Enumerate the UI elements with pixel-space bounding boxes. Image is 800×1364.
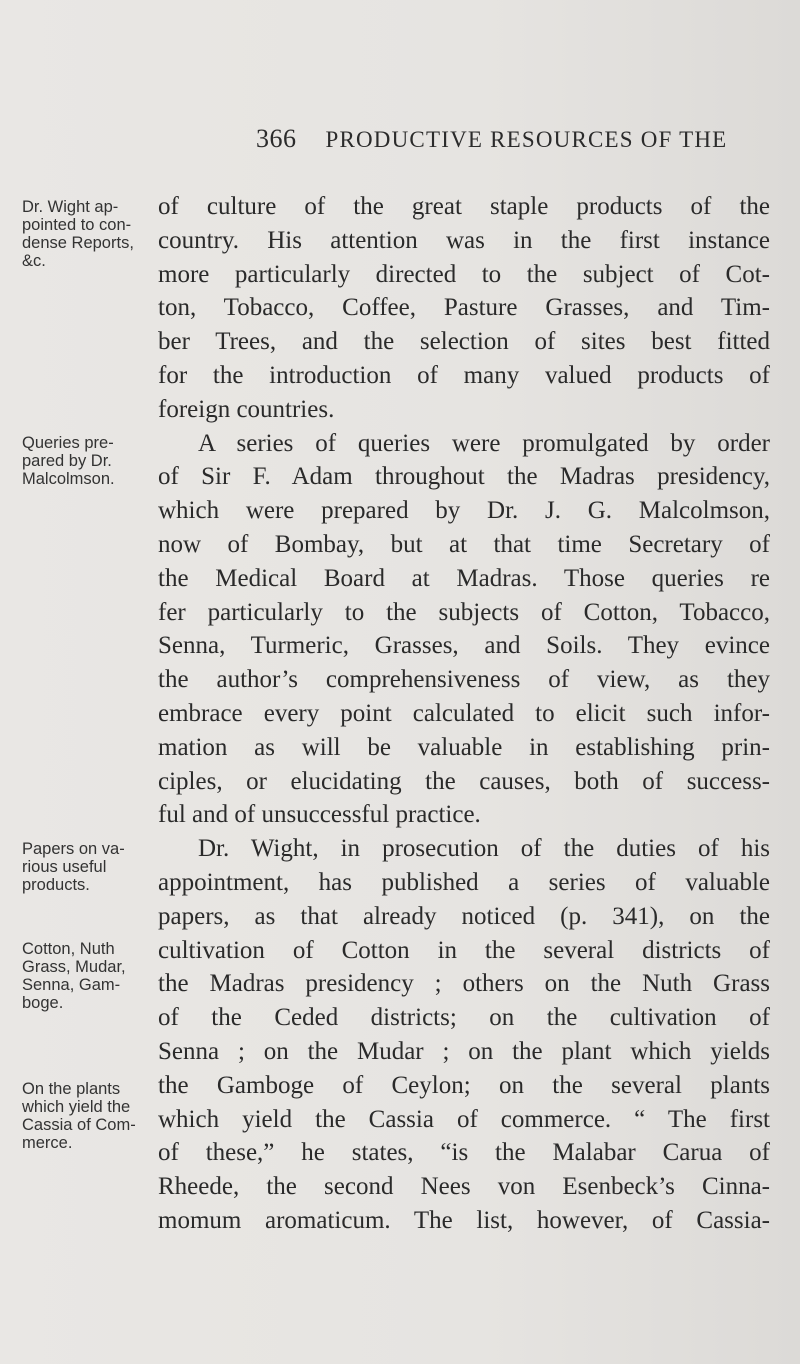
- text-line: Senna ; on the Mudar ; on the plant which yields: [158, 1037, 770, 1065]
- text-line: the Madras presidency ; others on the Nuth Grass: [158, 970, 770, 998]
- text-line: the Medical Board at Madras. Those queries re: [158, 564, 770, 592]
- text-line: cultivation of Cotton in the several districts of: [158, 936, 770, 964]
- text-line: of the Ceded districts; on the cultivation of: [158, 1004, 770, 1032]
- text-line: country. His attention was in the first instance: [158, 226, 770, 254]
- text-line: foreign countries.: [158, 395, 335, 423]
- text-line: the Gamboge of Ceylon; on the several plants: [158, 1071, 770, 1099]
- text-line: of these,” he states, “is the Malabar Carua of: [158, 1139, 770, 1167]
- margin-note-cassia: On the plants which yield the Cassia of Com- merce.: [22, 1080, 136, 1152]
- paragraph-start-line: A series of queries were promulgated by order: [198, 429, 770, 457]
- margin-note-papers: Papers on va- rious useful products.: [22, 840, 125, 894]
- running-title: PRODUCTIVE RESOURCES OF THE: [325, 127, 728, 152]
- text-line: for the introduction of many valued products of: [158, 361, 770, 389]
- text-line: Senna, Turmeric, Grasses, and Soils. They evince: [158, 632, 770, 660]
- text-line: embrace every point calculated to elicit such infor-: [158, 699, 770, 727]
- text-line: papers, as that already noticed (p. 341), on the: [158, 902, 770, 930]
- text-line: ber Trees, and the selection of sites best fitted: [158, 328, 770, 356]
- text-line: now of Bombay, but at that time Secretary of: [158, 530, 770, 558]
- text-line: momum aromaticum. The list, however, of Cassia-: [158, 1206, 770, 1234]
- margin-note-queries: Queries pre- pared by Dr. Malcolmson.: [22, 434, 115, 488]
- paragraph-start-line: Dr. Wight, in prosecution of the duties of his: [198, 835, 770, 863]
- text-line: ful and of unsuccessful practice.: [158, 801, 481, 829]
- text-line: of culture of the great staple products of the: [158, 193, 770, 220]
- body-text: [158, 190, 770, 1238]
- page-number: 366: [256, 124, 297, 153]
- text-line: which were prepared by Dr. J. G. Malcolmson,: [158, 497, 770, 525]
- text-line: ciples, or elucidating the causes, both of success-: [158, 767, 770, 795]
- text-line: Rheede, the second Nees von Esenbeck’s Cinna-: [158, 1173, 770, 1201]
- text-line: which yield the Cassia of commerce. “ The first: [158, 1105, 770, 1133]
- margin-note-cotton: Cotton, Nuth Grass, Mudar, Senna, Gam- boge.: [22, 940, 126, 1012]
- running-header: [256, 124, 727, 154]
- margin-note-dr-wight: Dr. Wight ap- pointed to con- dense Reports, &c.: [22, 198, 134, 270]
- text-line: ton, Tobacco, Coffee, Pasture Grasses, and Tim-: [158, 294, 770, 322]
- text-line: appointment, has published a series of valuable: [158, 868, 770, 896]
- text-line: fer particularly to the subjects of Cotton, Tobacco,: [158, 598, 770, 626]
- text-line: of Sir F. Adam throughout the Madras presidency,: [158, 463, 770, 491]
- text-line: mation as will be valuable in establishing prin-: [158, 733, 770, 761]
- text-line: more particularly directed to the subject of Cot-: [158, 260, 770, 288]
- text-line: the author’s comprehensiveness of view, as they: [158, 666, 770, 694]
